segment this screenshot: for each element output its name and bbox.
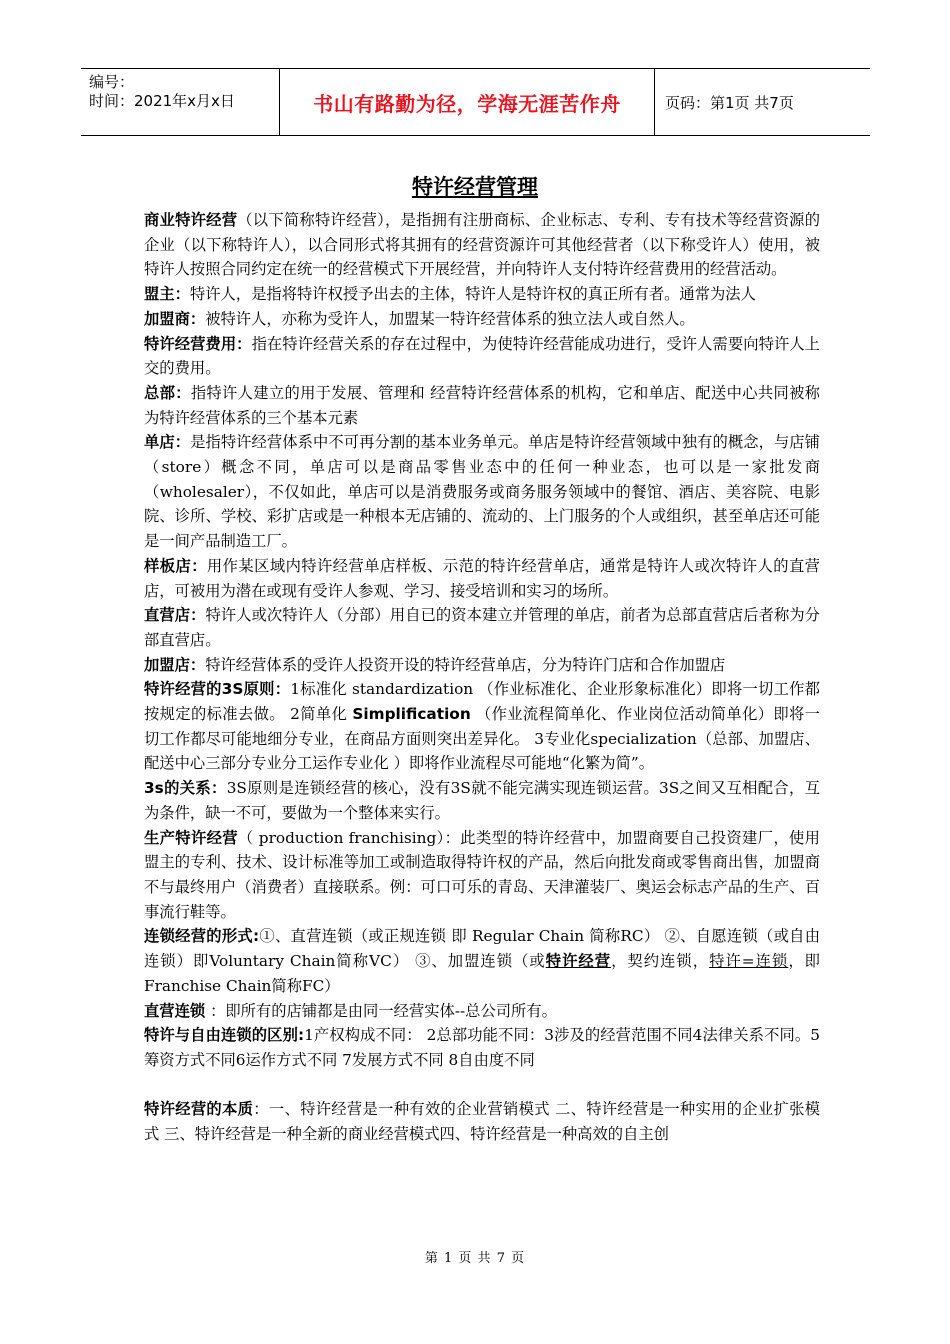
paragraph-chain-forms (144, 924, 820, 998)
header-motto-cell (280, 69, 655, 135)
time-label: 时间：2021年x月x日 (89, 92, 235, 110)
term: 加盟商： (144, 309, 206, 328)
definition: 指在特许经营关系的存在过程中，为使特许经营能成功进行，受许人需要向特许人上交的费用。 (144, 334, 820, 378)
term: 加盟店： (144, 655, 206, 674)
paragraph-direct-chain (144, 999, 820, 1024)
definition-part-b: ，契约连锁， (611, 952, 710, 971)
definition: 特许人或次特许人（分部）用自已的资本建立并管理的单店，前者为总部直营店后者称为分部直营店。 (144, 606, 820, 649)
paragraph-production-franchising (144, 826, 820, 925)
definition: ：一、特许经营是一种有效的企业营销模式 二、特许经营是一种实用的企业扩张模式 三、特许经营是一种全新的商业经营模式四、特许经营是一种高效的自主创 (144, 1100, 820, 1143)
term: 盟主： (144, 285, 190, 304)
term: 直营店： (144, 606, 206, 625)
page-footer: 第 1 页 共 7 页 (424, 1251, 526, 1266)
definition: 特许经营体系的受许人投资开设的特许经营单店，分为特许门店和合作加盟店 (205, 655, 726, 674)
definition: 被特许人，亦称为受许人，加盟某一特许经营体系的独立法人或自然人。 (205, 309, 695, 328)
term: 商业特许经营 (144, 211, 238, 229)
definition-part-a: 1标准化 standardization （作业标准化、企业形象标准化）即将一切工作都按规定的标准去做。 2简单化 (144, 680, 820, 724)
definition: 指特许人建立的用于发展、管理和 经营特许经营体系的机构，它和单店、配送中心共同被称为特许经营体系的三个基本元素 (144, 383, 820, 427)
term: 特许经营的3S原则： (144, 680, 291, 699)
paragraph-franchise-vs-voluntary (144, 1023, 820, 1072)
header-motto: 书山有路勤为径，学海无涯苦作舟 (313, 91, 621, 116)
header-meta (81, 69, 280, 135)
definition-part-c: ，即Franchise Chain简称FC） (144, 952, 820, 995)
term: 单店： (144, 433, 191, 452)
definition: 3S原则是连锁经营的核心，没有3S就不能完满实现连锁运营。3S之间又互相配合，互为条件，缺一不可，要做为一个整体来实行。 (144, 779, 820, 822)
definition: 特许人，是指将特许权授予出去的主体，特许人是特许权的真正所有者。通常为法人 (189, 285, 756, 304)
paragraph-model-store (144, 554, 820, 603)
paragraph-franchise-store (144, 653, 820, 678)
document-title: 特许经营管理 (412, 175, 538, 199)
definition: ：即所有的店铺都是由同一经营实体--总公司所有。 (205, 1001, 557, 1020)
paragraph-franchisor (144, 282, 820, 307)
definition: （ production franchising）：此类型的特许经营中，加盟商要自己投资建厂，使用盟主的专利、技术、设计标准等加工或制造取得特许权的产品，然后向批发商或零售商出售，加盟商不与最终用户（消费者）直接联系。例：可口可乐的青岛、天津灌装厂、奥运会标志产品的生产、百事流行鞋等。 (144, 828, 820, 921)
term: 特许经营的本质 (144, 1100, 254, 1119)
paragraph-single-store (144, 430, 820, 554)
term: 特许经营费用： (144, 334, 252, 353)
paragraph-direct-store (144, 603, 820, 652)
term: 直营连锁 (144, 1001, 206, 1020)
paragraph-franchise-essence (144, 1097, 820, 1146)
blank-line (144, 1073, 820, 1098)
definition: 1产权构成不同： 2总部功能不同：3涉及的经营范围不同4法律关系不同。5筹资方式不同6运作方式不同 7发展方式不同 8自由度不同 (144, 1026, 821, 1069)
underlined-term: 特许=连锁 (709, 952, 789, 971)
definition: 用作某区域内特许经营单店样板、示范的特许经营单店，通常是特许人或次特许人的直营店，可被用为潜在或现有受许人参观、学习、接受培训和实习的场所。 (144, 556, 820, 600)
term: 样板店： (144, 556, 207, 575)
bold-underlined-term: 特许经营 (545, 952, 612, 971)
number-label: 编号： (89, 73, 135, 91)
definition: （以下简称特许经营），是指拥有注册商标、企业标志、专利、专有技术等经营资源的企业（以下称特许人），以合同形式将其拥有的经营资源许可其他经营者（以下称受许人）使用，被特许人按照合同约定在统一的经营模式下开展经营，并向特许人支付特许经营费用的经营活动。 (144, 211, 820, 279)
term: 生产特许经营 (144, 828, 238, 847)
term: 特许与自由连锁的区别: (144, 1026, 305, 1045)
definition-part-a: ①、直营连锁（或正规连锁 即 Regular Chain 简称RC） ②、自愿连锁（或自由连锁）即Voluntary Chain简称VC） ③、加盟连锁（或 (144, 927, 821, 971)
document-header (81, 68, 870, 136)
document-body (144, 208, 820, 1147)
paragraph-franchisee (144, 307, 820, 332)
paragraph-3s-principle (144, 677, 820, 776)
paragraph-commercial-franchise (144, 208, 820, 282)
definition: 是指特许经营体系中不可再分割的基本业务单元。单店是特许经营领域中独有的概念，与店铺（store）概念不同，单店可以是商品零售业态中的任何一种业态，也可以是一家批发商（wholesaler），不仅如此，单店可以是消费服务或商务服务领域中的餐馆、酒店、美容院、电影院、诊所、学校、彩扩店或是一种根本无店铺的、流动的、上门服务的个人或组织，甚至单店还可能是一间产品制造工厂。 (144, 433, 820, 551)
term: 总部： (144, 383, 191, 402)
term: 3s的关系： (144, 779, 227, 798)
paragraph-3s-relation (144, 776, 820, 825)
paragraph-headquarters (144, 381, 820, 430)
paragraph-franchise-fee (144, 332, 820, 381)
term: 连锁经营的形式: (144, 927, 260, 946)
header-page-info: 页码：第1页 共7页 (665, 93, 794, 112)
definition-part-b: （作业流程简单化、作业岗位活动简单化）即将一切工作都尽可能地细分专业，在商品方面则突出差异化。 3专业化specialization（总部、加盟店、配送中心三部分专业分工运作专业化 ）即将作业流程尽可能地“化繁为简”。 (144, 705, 820, 773)
bold-word: Simplification (352, 705, 471, 724)
